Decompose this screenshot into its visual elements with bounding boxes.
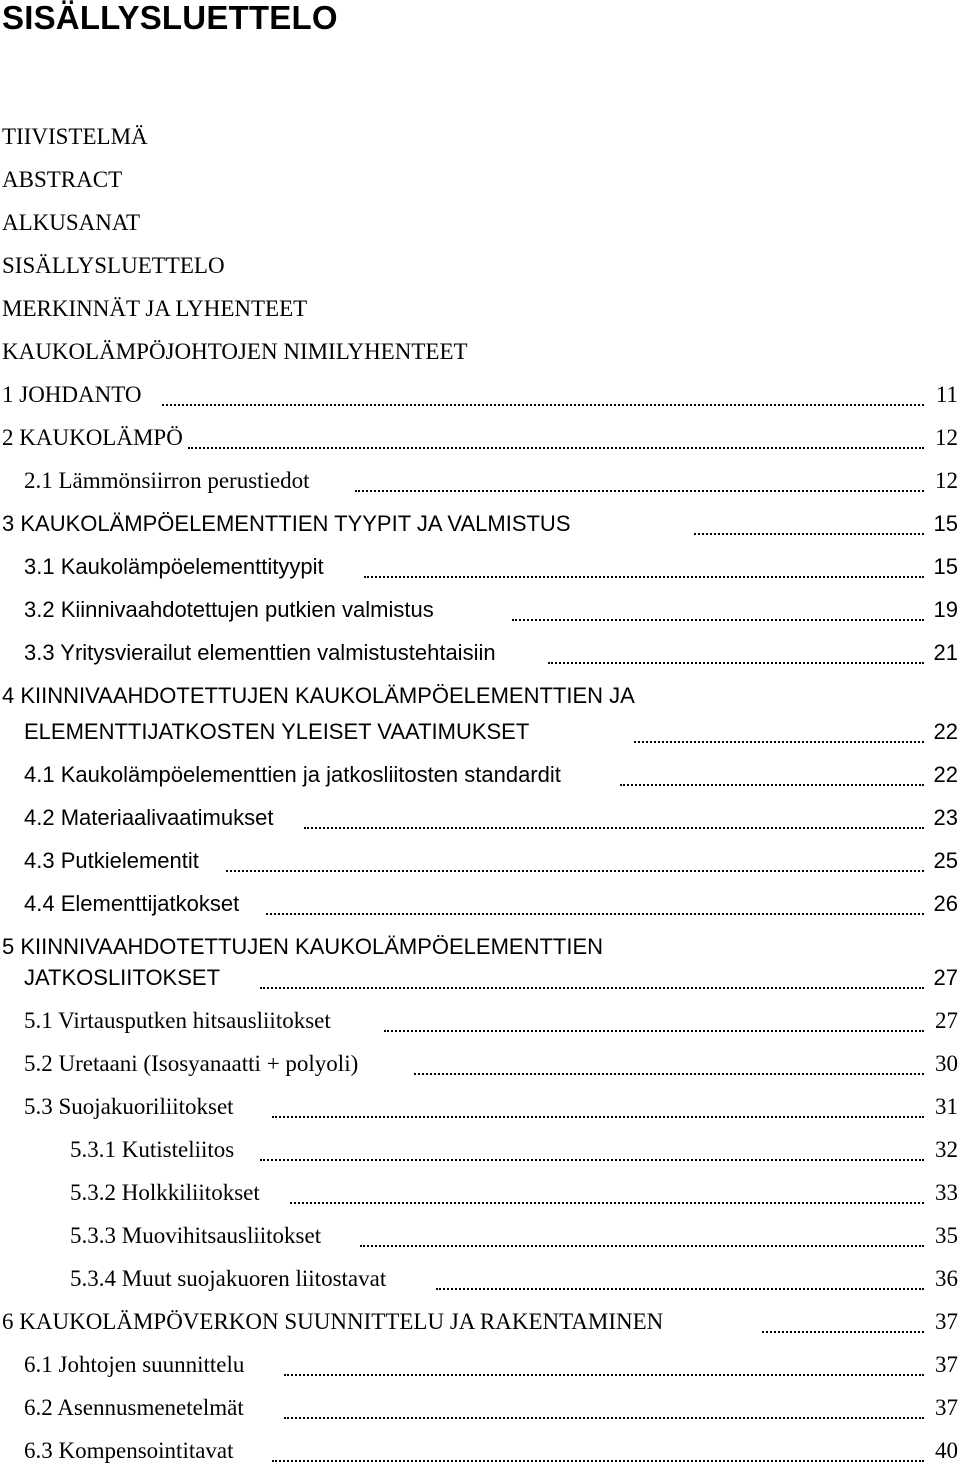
- toc-leader-dots: [384, 1022, 924, 1032]
- toc-entry[interactable]: [0, 552, 960, 582]
- page-title: SISÄLLYSLUETTELO: [2, 0, 338, 36]
- toc-entry[interactable]: [0, 1307, 960, 1337]
- toc-entry[interactable]: [0, 595, 960, 625]
- front-matter-sisallysluettelo: SISÄLLYSLUETTELO: [2, 253, 225, 278]
- toc-entry-page: 11: [935, 382, 958, 407]
- toc-entry-page: 12: [935, 425, 958, 450]
- toc-leader-dots: [266, 905, 924, 915]
- toc-entry-page: 26: [933, 891, 958, 916]
- toc-entry[interactable]: [0, 1350, 960, 1380]
- toc-entry-page: 15: [933, 554, 958, 579]
- toc-leader-dots: [260, 1151, 924, 1161]
- front-matter-alkusanat: ALKUSANAT: [2, 210, 140, 235]
- toc-entry-page: 27: [933, 965, 958, 990]
- toc-entry-text: 6.1 Johtojen suunnittelu: [24, 1352, 245, 1377]
- toc-entry[interactable]: [0, 803, 960, 833]
- toc-entry[interactable]: [0, 1178, 960, 1208]
- toc-entry[interactable]: [0, 846, 960, 876]
- toc-leader-dots: [620, 776, 924, 786]
- toc-entry[interactable]: [0, 466, 960, 496]
- toc-entry-page: 22: [933, 719, 958, 744]
- toc-leader-dots: [694, 525, 924, 535]
- toc-entry-text: 5.3.1 Kutisteliitos: [70, 1137, 235, 1162]
- toc-entry[interactable]: [0, 889, 960, 919]
- toc-entry-page: 33: [935, 1180, 958, 1205]
- toc-entry-page: 37: [935, 1395, 958, 1420]
- toc-entry-text: 5.3 Suojakuoriliitokset: [24, 1094, 234, 1119]
- toc-entry-text: 4.4 Elementtijatkokset: [24, 891, 240, 916]
- toc-leader-dots: [284, 1409, 924, 1419]
- toc-entry[interactable]: [0, 760, 960, 790]
- toc-entry[interactable]: [0, 1049, 960, 1079]
- toc-leader-dots: [634, 733, 924, 743]
- toc-entry-text: 6.3 Kompensointitavat: [24, 1438, 234, 1463]
- toc-entry-text: 4 KIINNIVAAHDOTETTUJEN KAUKOLÄMPÖELEMENTTIEN JA: [2, 683, 635, 708]
- toc-leader-dots: [260, 979, 924, 989]
- toc-entry[interactable]: [0, 1092, 960, 1122]
- toc-entry-page: 15: [933, 511, 958, 536]
- front-matter-abstract: ABSTRACT: [2, 167, 123, 192]
- toc-leader-dots: [272, 1452, 924, 1462]
- toc-entry[interactable]: [0, 1264, 960, 1294]
- toc-entry-text: 4.1 Kaukolämpöelementtien ja jatkosliitosten standardit: [24, 762, 561, 787]
- toc-entry-page: 21: [933, 640, 958, 665]
- toc-entry[interactable]: [0, 509, 960, 539]
- toc-leader-dots: [436, 1280, 924, 1290]
- toc-entry[interactable]: [0, 423, 960, 453]
- front-matter-merkinnat: MERKINNÄT JA LYHENTEET: [2, 296, 308, 321]
- toc-entry-text: 5.3.3 Muovihitsausliitokset: [70, 1223, 322, 1248]
- toc-entry-text: 3.1 Kaukolämpöelementtityypit: [24, 554, 324, 579]
- toc-leader-dots: [414, 1065, 924, 1075]
- toc-entry-page: 37: [935, 1352, 958, 1377]
- toc-entry-page: 12: [935, 468, 958, 493]
- toc-leader-dots: [548, 654, 924, 664]
- toc-leader-dots: [188, 439, 924, 449]
- toc-leader-dots: [512, 611, 924, 621]
- toc-entry-text: 3.2 Kiinnivaahdotettujen putkien valmistus: [24, 597, 434, 622]
- toc-leader-dots: [304, 819, 924, 829]
- toc-entry[interactable]: [0, 380, 960, 410]
- toc-leader-dots: [226, 862, 924, 872]
- toc-entry-text: 3 KAUKOLÄMPÖELEMENTTIEN TYYPIT JA VALMISTUS: [2, 511, 571, 536]
- toc-entry-text: 5 KIINNIVAAHDOTETTUJEN KAUKOLÄMPÖELEMENTTIEN: [2, 934, 604, 959]
- toc-leader-dots: [290, 1194, 924, 1204]
- toc-entry[interactable]: [0, 1006, 960, 1036]
- toc-entry-page: 37: [935, 1309, 958, 1334]
- toc-entry-text: 5.3.2 Holkkiliitokset: [70, 1180, 260, 1205]
- toc-entry-page: 35: [935, 1223, 958, 1248]
- toc-entry-text: 5.1 Virtausputken hitsausliitokset: [24, 1008, 331, 1033]
- toc-entry-text: 2 KAUKOLÄMPÖ: [2, 425, 183, 450]
- toc-entry[interactable]: [0, 1135, 960, 1165]
- front-matter-tiivistelma: TIIVISTELMÄ: [2, 124, 148, 149]
- toc-leader-dots: [162, 396, 924, 406]
- toc-leader-dots: [355, 482, 924, 492]
- toc-entry-page: 30: [935, 1051, 958, 1076]
- toc-entry-text: 4.3 Putkielementit: [24, 848, 199, 873]
- toc-entry-text: 5.3.4 Muut suojakuoren liitostavat: [70, 1266, 387, 1291]
- toc-entry-page: 19: [933, 597, 958, 622]
- toc-entry[interactable]: [0, 1393, 960, 1423]
- toc-entry-page: 40: [935, 1438, 958, 1463]
- toc-entry-text: 2.1 Lämmönsiirron perustiedot: [24, 468, 310, 493]
- toc-entry-text: 3.3 Yritysvierailut elementtien valmistustehtaisiin: [24, 640, 496, 665]
- toc-leader-dots: [284, 1366, 924, 1376]
- toc-entry-text: JATKOSLIITOKSET: [24, 965, 221, 990]
- toc-entry[interactable]: [0, 638, 960, 668]
- toc-leader-dots: [762, 1323, 924, 1333]
- toc-entry-text: ELEMENTTIJATKOSTEN YLEISET VAATIMUKSET: [24, 719, 530, 744]
- toc-entry-page: 32: [935, 1137, 958, 1162]
- toc-entry-text: 5.2 Uretaani (Isosyanaatti + polyoli): [24, 1051, 359, 1076]
- toc-entry[interactable]: [0, 1221, 960, 1251]
- front-matter-nimilyhenteet: KAUKOLÄMPÖJOHTOJEN NIMILYHENTEET: [2, 339, 468, 364]
- toc-leader-dots: [272, 1108, 924, 1118]
- toc-entry-text: 1 JOHDANTO: [2, 382, 142, 407]
- toc-entry-page: 31: [935, 1094, 958, 1119]
- toc-entry-page: 23: [933, 805, 958, 830]
- toc-entry-text: 6 KAUKOLÄMPÖVERKON SUUNNITTELU JA RAKENTAMINEN: [2, 1309, 664, 1334]
- toc-entry-page: 27: [935, 1008, 958, 1033]
- toc-leader-dots: [360, 1237, 924, 1247]
- toc-entry[interactable]: [0, 932, 960, 962]
- toc-entry-page: 25: [933, 848, 958, 873]
- toc-entry-page: 36: [935, 1266, 958, 1291]
- toc-entry-text: 4.2 Materiaalivaatimukset: [24, 805, 274, 830]
- toc-leader-dots: [364, 568, 924, 578]
- toc-entry[interactable]: [0, 963, 960, 993]
- toc-entry[interactable]: [0, 717, 960, 747]
- toc-entry[interactable]: [0, 1436, 960, 1466]
- toc-entry[interactable]: [0, 681, 960, 711]
- toc-entry-page: 22: [933, 762, 958, 787]
- toc-entry-text: 6.2 Asennusmenetelmät: [24, 1395, 244, 1420]
